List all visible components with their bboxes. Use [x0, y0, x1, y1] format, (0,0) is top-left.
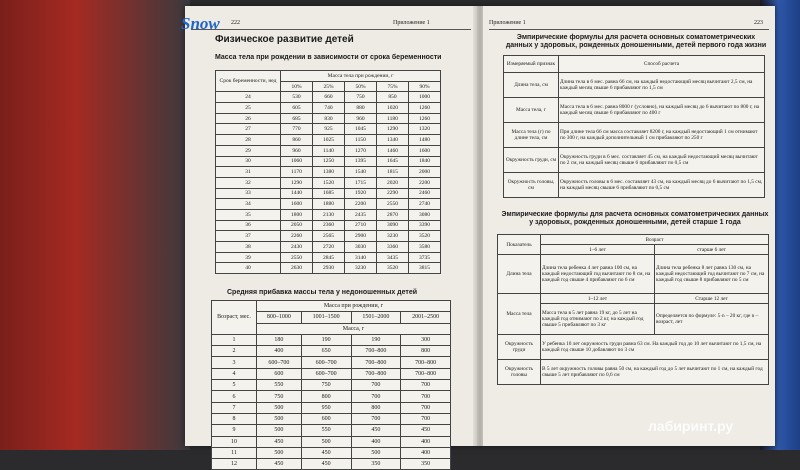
table-header: старше 6 лет	[655, 245, 769, 255]
table-cell: 2050	[281, 220, 313, 231]
table-cell: 700–800	[351, 368, 401, 379]
table-cell: Длина тела в 6 мес. равна 66 см, на каждый недостающий месяц вычитают 2,5 см, на каждый месяц свыше 6 прибавляют по 1,5 см	[559, 73, 765, 98]
table-row	[216, 103, 441, 114]
table-cell: 500	[257, 413, 302, 424]
table-cell: 3230	[377, 231, 409, 242]
table-header: Масса, г	[257, 323, 451, 334]
table-cell: 530	[281, 92, 313, 103]
table-cell: 8	[212, 413, 257, 424]
table-cell: 2130	[313, 209, 345, 220]
percentile-header: 90%	[409, 81, 441, 92]
table-cell: 2550	[377, 199, 409, 210]
table-cell: 500	[257, 402, 302, 413]
table-cell: 31	[216, 167, 281, 178]
table-cell: 300	[401, 334, 451, 345]
table-row	[212, 334, 451, 345]
row-label: Окружность груди	[498, 335, 541, 360]
table-cell: 750	[345, 92, 377, 103]
header-rule	[489, 29, 769, 30]
table-cell: 1270	[345, 145, 377, 156]
table-row	[212, 413, 451, 424]
table-cell: 2260	[281, 231, 313, 242]
table-cell: 770	[281, 124, 313, 135]
table-cell: 33	[216, 188, 281, 199]
table-cell: 40	[216, 263, 281, 274]
table-row	[504, 123, 765, 148]
table-row	[216, 113, 441, 124]
table-cell: В 5 лет окружность головы равна 50 см, на каждый год до 5 лет вычитают по 1 см, на каждый год свыше 5 лет прибавляют по 0,6 см	[541, 360, 769, 385]
table-cell: 960	[345, 113, 377, 124]
table-row	[212, 447, 451, 458]
infant-formula-table	[503, 55, 765, 198]
table-cell: 1180	[377, 113, 409, 124]
table-cell: 2710	[345, 220, 377, 231]
table-cell: 2900	[345, 231, 377, 242]
table-cell: 3390	[409, 220, 441, 231]
table-cell: 400	[351, 436, 401, 447]
table-cell: 3360	[377, 242, 409, 253]
percentile-header: 25%	[313, 81, 345, 92]
running-head: Приложение 1	[489, 20, 526, 26]
table-row	[216, 92, 441, 103]
table-header: Масса тела при рождении, г	[281, 71, 441, 82]
percentile-header: 50%	[345, 81, 377, 92]
table-cell: 190	[351, 334, 401, 345]
page-number: 222	[231, 20, 240, 26]
table-cell: 1020	[377, 103, 409, 114]
table-cell: 700	[401, 380, 451, 391]
table-cell: Масса тела в 6 мес. равна 8000 г (условно), на каждый месяц до 6 вычитают по 800 г, на каждый месяц свыше 6 прибавляют по 400 г	[559, 98, 765, 123]
row-label: Окружность головы, см	[504, 173, 559, 198]
table-cell: 3230	[345, 263, 377, 274]
table-cell: 1250	[313, 156, 345, 167]
table-cell: 3	[212, 357, 257, 368]
table-cell: 1840	[409, 156, 441, 167]
child-formula-table	[497, 234, 769, 385]
table-cell: 750	[257, 391, 302, 402]
table-cell: 830	[313, 113, 345, 124]
table-header: Срок беременности, нед	[216, 71, 281, 92]
right-page	[483, 6, 775, 446]
table-header: Измеряемый признак	[504, 56, 559, 73]
watermark: лабиринт.ру	[648, 418, 734, 434]
table-cell: 2200	[409, 177, 441, 188]
table-cell: 350	[401, 459, 451, 470]
table-cell: 1600	[409, 145, 441, 156]
table-cell: 800	[301, 391, 351, 402]
table-cell: 9	[212, 425, 257, 436]
table4-caption: Эмпирические формулы для расчета основных соматометрических данных у здоровых, рожденных доношенными, детей старше 1 года	[501, 211, 769, 226]
table-cell: 600	[301, 413, 351, 424]
table-cell: 3815	[409, 263, 441, 274]
table-cell: 700	[401, 413, 451, 424]
table-cell: 2630	[281, 263, 313, 274]
table-cell: 500	[301, 436, 351, 447]
table-cell: 12	[212, 459, 257, 470]
table-cell: 1260	[409, 103, 441, 114]
birth-weight-table	[215, 70, 441, 274]
background-left	[0, 0, 190, 450]
table-cell: 2550	[281, 252, 313, 263]
table-cell: 1000	[409, 92, 441, 103]
table-cell: 1520	[313, 177, 345, 188]
table-cell: 2290	[377, 188, 409, 199]
table-cell: 2360	[313, 220, 345, 231]
table-row	[212, 368, 451, 379]
table-cell: 685	[281, 113, 313, 124]
table-cell: 2740	[409, 199, 441, 210]
table-cell: 2720	[313, 242, 345, 253]
table-cell: 38	[216, 242, 281, 253]
table-cell: 2845	[313, 252, 345, 263]
running-head: Приложение 1	[393, 20, 430, 26]
table-cell: 2020	[377, 177, 409, 188]
table-cell: 3520	[377, 263, 409, 274]
table-row	[216, 135, 441, 146]
table-cell: 3520	[409, 231, 441, 242]
table-cell: 28	[216, 135, 281, 146]
table-cell: 1–12 лет	[541, 294, 655, 304]
table-cell: 1	[212, 334, 257, 345]
table-cell: Окружность головы в 6 мес. составляет 43 см, на каждый месяц до 6 вычитают по 1,5 см, на каждый месяц свыше 6 прибавляют по 0,5 см	[559, 173, 765, 198]
table-cell: 7	[212, 402, 257, 413]
table-cell: 1380	[313, 167, 345, 178]
table-cell: 960	[281, 145, 313, 156]
table-cell: 1815	[377, 167, 409, 178]
range-header: 2001–2500	[401, 312, 451, 323]
range-header: 1501–2000	[351, 312, 401, 323]
table-cell: Масса тела в 5 лет равна 19 кг, до 5 лет на каждый год отнимают по 2 кг, на каждый год свыше 5 прибавляют по 3 кг	[541, 304, 655, 335]
table-cell: 2430	[281, 242, 313, 253]
table-cell: 1150	[345, 135, 377, 146]
table-cell: 450	[257, 436, 302, 447]
table-cell: 1800	[281, 209, 313, 220]
table-cell: 37	[216, 231, 281, 242]
row-label: Масса тела (г) по длине тела, см	[504, 123, 559, 148]
table-cell: 550	[301, 425, 351, 436]
table-cell: 1045	[345, 124, 377, 135]
table-cell: 3580	[409, 242, 441, 253]
table-cell: 600–700	[257, 357, 302, 368]
table-cell: 2435	[345, 209, 377, 220]
table-cell: 500	[351, 447, 401, 458]
page-title: Физическое развитие детей	[215, 34, 354, 45]
table-cell: 600–700	[301, 368, 351, 379]
table-row	[216, 263, 441, 274]
table-cell: 1140	[313, 145, 345, 156]
table-header: Возраст	[541, 235, 769, 245]
row-label: Масса тела, г	[504, 98, 559, 123]
table-cell: 700	[351, 413, 401, 424]
open-book	[181, 6, 775, 468]
table-cell: 860	[281, 135, 313, 146]
row-label: Окружность груди, см	[504, 148, 559, 173]
table-cell: 1170	[281, 167, 313, 178]
table-cell: 32	[216, 177, 281, 188]
table-cell: 2000	[409, 167, 441, 178]
table-cell: 450	[257, 459, 302, 470]
table-cell: 1480	[409, 135, 441, 146]
table-cell: Окружность груди в 6 мес. составляет 45 см, на каждый недостающий месяц вычитают по 2 см, на каждый месяц свыше 6 прибавляют по 0,5 см	[559, 148, 765, 173]
table-cell: 1395	[345, 156, 377, 167]
table-cell: 700	[401, 402, 451, 413]
table-cell: 605	[281, 103, 313, 114]
table-cell: 700	[401, 391, 451, 402]
table-cell: 3435	[377, 252, 409, 263]
table-cell: 36	[216, 220, 281, 231]
table-cell: 925	[313, 124, 345, 135]
table-row	[212, 380, 451, 391]
table-cell: 350	[351, 459, 401, 470]
table-cell: 2870	[377, 209, 409, 220]
table-row	[212, 425, 451, 436]
table-header: 1–6 лет	[541, 245, 655, 255]
table-cell: 180	[257, 334, 302, 345]
table-cell: 400	[257, 346, 302, 357]
left-page	[181, 6, 477, 468]
table-row	[212, 459, 451, 470]
table-cell: 10	[212, 436, 257, 447]
table-cell: 1025	[313, 135, 345, 146]
table-cell: 600	[257, 368, 302, 379]
table-cell: У ребенка 10 лет окружность груди равна 63 см. На каждый год до 10 лет вычитают по 1,5 см, на каждый год свыше 10 добавляют по 3 см	[541, 335, 769, 360]
table-cell: 190	[301, 334, 351, 345]
table-row	[216, 124, 441, 135]
table-row	[216, 252, 441, 263]
table-row	[212, 402, 451, 413]
table-cell: 650	[301, 346, 351, 357]
table1-caption: Масса тела при рождении в зависимости от срока беременности	[215, 54, 442, 61]
table-cell: 500	[257, 447, 302, 458]
table-row	[504, 98, 765, 123]
table-cell: 600–700	[301, 357, 351, 368]
table-cell: 29	[216, 145, 281, 156]
table-cell: 950	[301, 402, 351, 413]
table-cell: 1645	[377, 156, 409, 167]
table-row	[216, 220, 441, 231]
table-row	[216, 177, 441, 188]
table-cell: 660	[313, 92, 345, 103]
table-cell: 1460	[377, 145, 409, 156]
table-cell: 800	[351, 402, 401, 413]
table-cell: 850	[377, 92, 409, 103]
percentile-header: 75%	[377, 81, 409, 92]
table-cell: 27	[216, 124, 281, 135]
range-header: 800–1000	[257, 312, 302, 323]
header-rule	[191, 29, 471, 30]
table-header: Возраст, мес.	[212, 301, 257, 335]
table-cell: 2565	[313, 231, 345, 242]
table-cell: 700–800	[351, 357, 401, 368]
table3-caption: Эмпирические формулы для расчета основных соматометрических данных у здоровых, рожденных доношенными, детей первого года жизни	[505, 34, 767, 49]
table-cell: 740	[313, 103, 345, 114]
page-number: 223	[754, 20, 763, 26]
table-cell: 450	[401, 425, 451, 436]
table-row	[212, 391, 451, 402]
table-cell: 3080	[409, 209, 441, 220]
table-cell: 1290	[281, 177, 313, 188]
table-row	[216, 199, 441, 210]
table-cell: 2200	[345, 199, 377, 210]
table-row	[216, 156, 441, 167]
table-cell: 35	[216, 209, 281, 220]
table-row	[216, 145, 441, 156]
row-label: Длина тела	[498, 255, 541, 294]
table2-caption: Средняя прибавка массы тела у недоношенных детей	[227, 289, 418, 296]
table-cell: 1715	[345, 177, 377, 188]
table-row	[216, 167, 441, 178]
table-cell: 1260	[409, 113, 441, 124]
table-cell: Длина тела ребенка 8 лет равна 130 см, на каждый недостающий год вычитают по 7 см, на каждый год свыше 8 прибавляют по 5 см	[655, 255, 769, 294]
table-cell: 6	[212, 391, 257, 402]
table-cell: 880	[345, 103, 377, 114]
table-cell: 1685	[313, 188, 345, 199]
table-cell: 3090	[377, 220, 409, 231]
table-cell: 1880	[313, 199, 345, 210]
table-cell: 400	[401, 436, 451, 447]
table-cell: 450	[301, 459, 351, 470]
table-cell: 750	[301, 380, 351, 391]
table-cell: 24	[216, 92, 281, 103]
table-cell: 30	[216, 156, 281, 167]
table-row	[504, 73, 765, 98]
table-cell: 700–800	[401, 357, 451, 368]
table-cell: 25	[216, 103, 281, 114]
table-cell: 1600	[281, 199, 313, 210]
table-cell: 2	[212, 346, 257, 357]
table-cell: 3735	[409, 252, 441, 263]
table-cell: 26	[216, 113, 281, 124]
table-cell: 3140	[345, 252, 377, 263]
table-cell: 3030	[345, 242, 377, 253]
table-row	[216, 188, 441, 199]
table-header: Показатель	[498, 235, 541, 255]
preterm-weight-gain-table	[211, 300, 451, 470]
row-label: Окружность головы	[498, 360, 541, 385]
table-cell: 800	[401, 346, 451, 357]
table-cell: 1920	[345, 188, 377, 199]
table-row	[216, 209, 441, 220]
table-cell: Старше 12 лет	[655, 294, 769, 304]
table-cell: 11	[212, 447, 257, 458]
row-label: Длина тела, см	[504, 73, 559, 98]
table-row	[504, 173, 765, 198]
table-cell: 1060	[281, 156, 313, 167]
table-cell: 700	[351, 391, 401, 402]
table-cell: 39	[216, 252, 281, 263]
table-cell: При длине тела 66 см масса составляет 8200 г, на каждый недостающий 1 см отнимают по 300 г, на каждый дополнительный 1 см прибавляют по 250 г	[559, 123, 765, 148]
brand-logo: Snow	[181, 14, 220, 33]
table-cell: 450	[351, 425, 401, 436]
table-row	[216, 242, 441, 253]
table-cell: 2460	[409, 188, 441, 199]
table-cell: Длина тела ребенка 4 лет равна 100 см, на каждый недостающий год вычитают по 8 см, на каждый год свыше 4 прибавляют по 6 см	[541, 255, 655, 294]
table-cell: 700	[351, 380, 401, 391]
table-cell: 1540	[345, 167, 377, 178]
table-header: Способ расчета	[559, 56, 765, 73]
table-cell: 500	[257, 425, 302, 436]
table-header: Масса при рождении, г	[257, 301, 451, 312]
table-cell: 550	[257, 380, 302, 391]
table-cell: 34	[216, 199, 281, 210]
table-row	[216, 231, 441, 242]
table-row	[212, 436, 451, 447]
table-cell: 2930	[313, 263, 345, 274]
table-row	[212, 357, 451, 368]
table-cell: Определяется по формуле: 5·n – 20 кг, где n – возраст, лет	[655, 304, 769, 335]
table-cell: 5	[212, 380, 257, 391]
table-row	[212, 346, 451, 357]
table-cell: 400	[401, 447, 451, 458]
table-cell: 1340	[377, 135, 409, 146]
table-cell: 1290	[377, 124, 409, 135]
row-label: Масса тела	[498, 294, 541, 335]
table-cell: 700–800	[401, 368, 451, 379]
table-cell: 1320	[409, 124, 441, 135]
range-header: 1001–1500	[301, 312, 351, 323]
table-row	[504, 148, 765, 173]
percentile-header: 10%	[281, 81, 313, 92]
table-cell: 450	[301, 447, 351, 458]
table-cell: 700–800	[351, 346, 401, 357]
table-cell: 4	[212, 368, 257, 379]
table-cell: 1440	[281, 188, 313, 199]
